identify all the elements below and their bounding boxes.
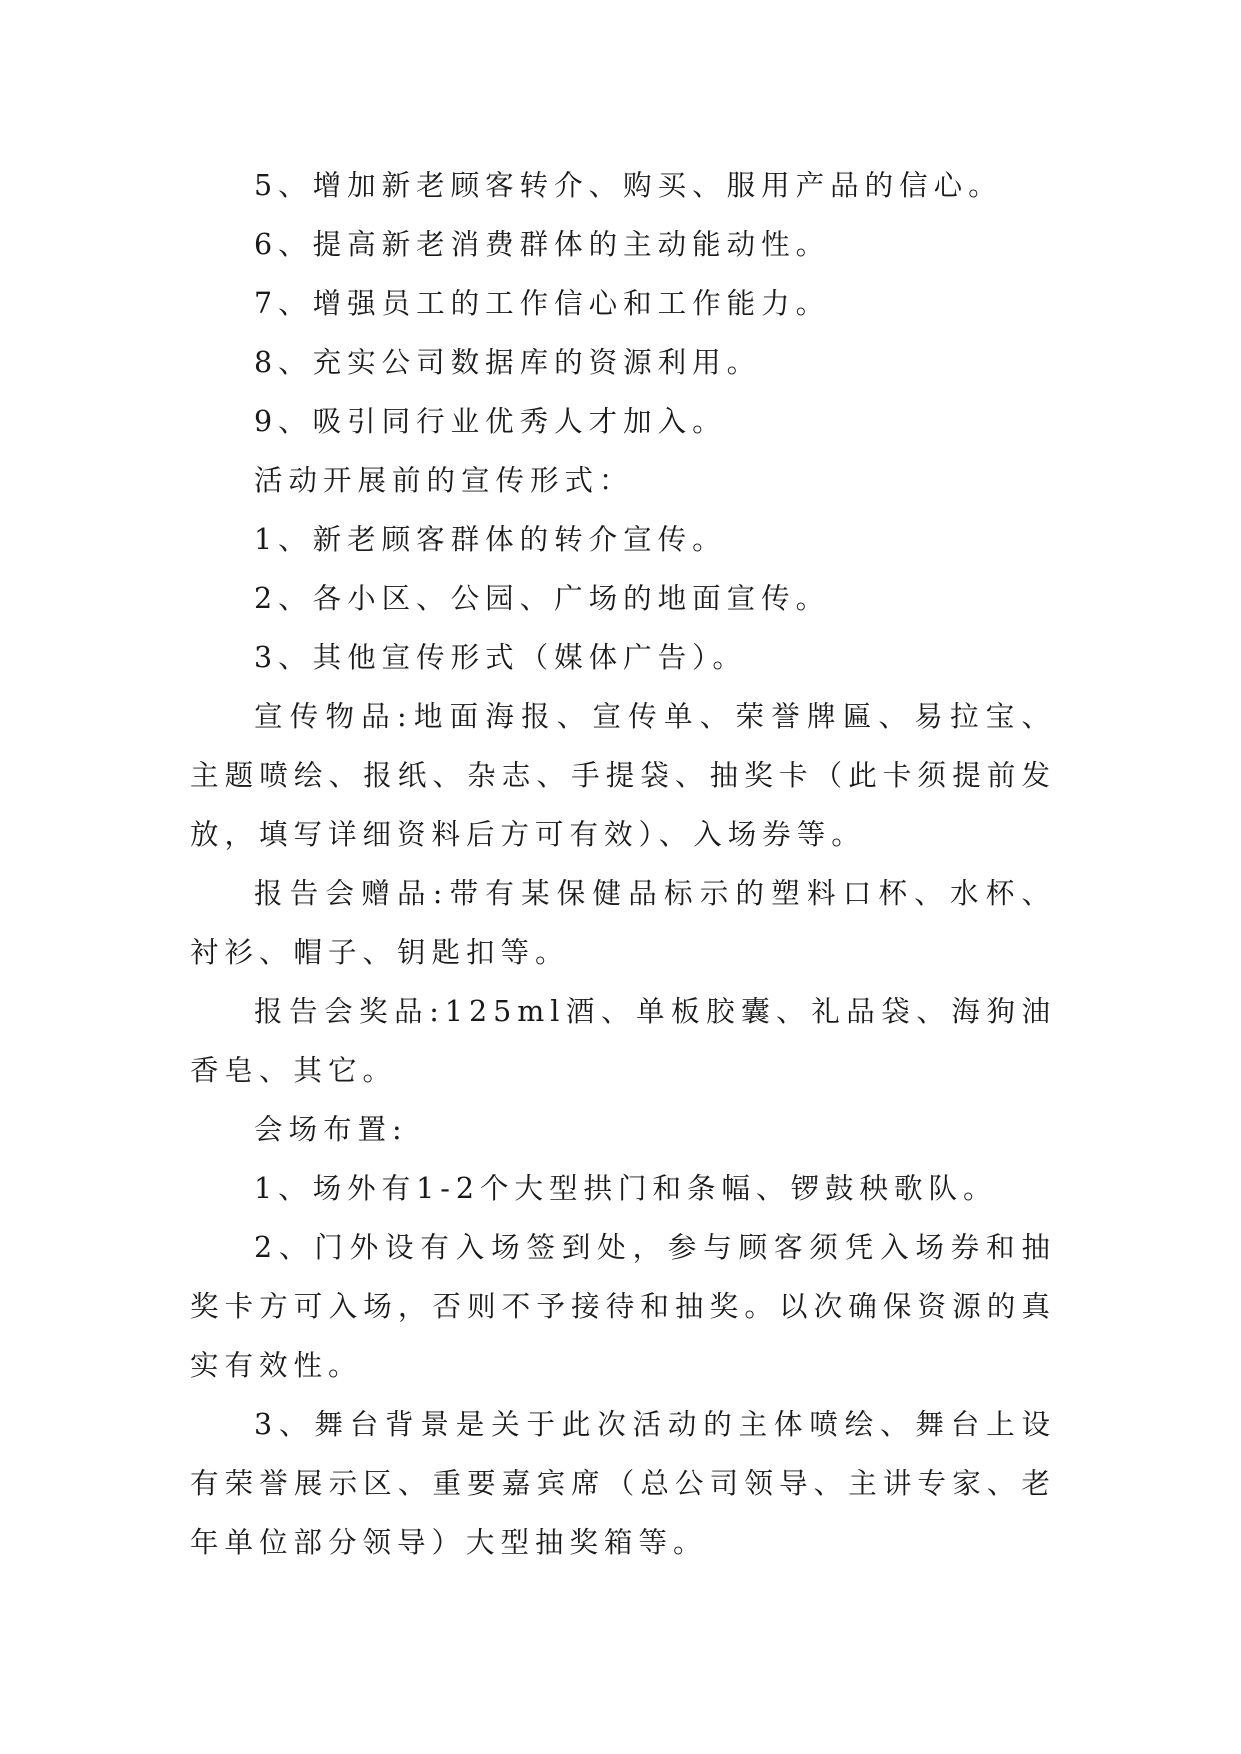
- paragraph-goal-9: 9、吸引同行业优秀人才加入。: [254, 405, 727, 438]
- heading-venue-setup: 会场布置:: [254, 1113, 408, 1146]
- paragraph-venue-1: 1、场外有1-2个大型拱门和条幅、锣鼓秧歌队。: [254, 1172, 998, 1205]
- paragraph-venue-2: 2、门外设有入场签到处，参与顾客须凭入场券和抽奖卡方可入场，否则不予接待和抽奖。以次确保资源的真实有效性。: [190, 1231, 1056, 1382]
- paragraph-goal-8: 8、充实公司数据库的资源利用。: [254, 346, 762, 379]
- paragraph-goal-5: 5、增加新老顾客转介、购买、服用产品的信心。: [254, 169, 1003, 202]
- paragraph-promotion-2: 2、各小区、公园、广场的地面宣传。: [254, 582, 831, 615]
- paragraph-venue-3: 3、舞台背景是关于此次活动的主体喷绘、舞台上设有荣誉展示区、重要嘉宾席（总公司领导、主讲专家、老年单位部分领导）大型抽奖箱等。: [190, 1408, 1056, 1559]
- paragraph-promo-materials: 宣传物品:地面海报、宣传单、荣誉牌匾、易拉宝、主题喷绘、报纸、杂志、手提袋、抽奖卡（此卡须提前发放，填写详细资料后方可有效）、入场券等。: [190, 700, 1056, 851]
- paragraph-goal-6: 6、提高新老消费群体的主动能动性。: [254, 228, 831, 261]
- paragraph-promotion-1: 1、新老顾客群体的转介宣传。: [254, 523, 727, 556]
- paragraph-prizes: 报告会奖品:125ml酒、单板胶囊、礼品袋、海狗油香皂、其它。: [190, 995, 1056, 1087]
- heading-promotion-forms: 活动开展前的宣传形式：: [254, 464, 634, 497]
- paragraph-gifts: 报告会赠品:带有某保健品标示的塑料口杯、水杯、衬衫、帽子、钥匙扣等。: [190, 877, 1056, 969]
- document-body: [190, 156, 1056, 1572]
- paragraph-goal-7: 7、增强员工的工作信心和工作能力。: [254, 287, 831, 320]
- paragraph-promotion-3: 3、其他宣传形式（媒体广告）。: [254, 641, 747, 674]
